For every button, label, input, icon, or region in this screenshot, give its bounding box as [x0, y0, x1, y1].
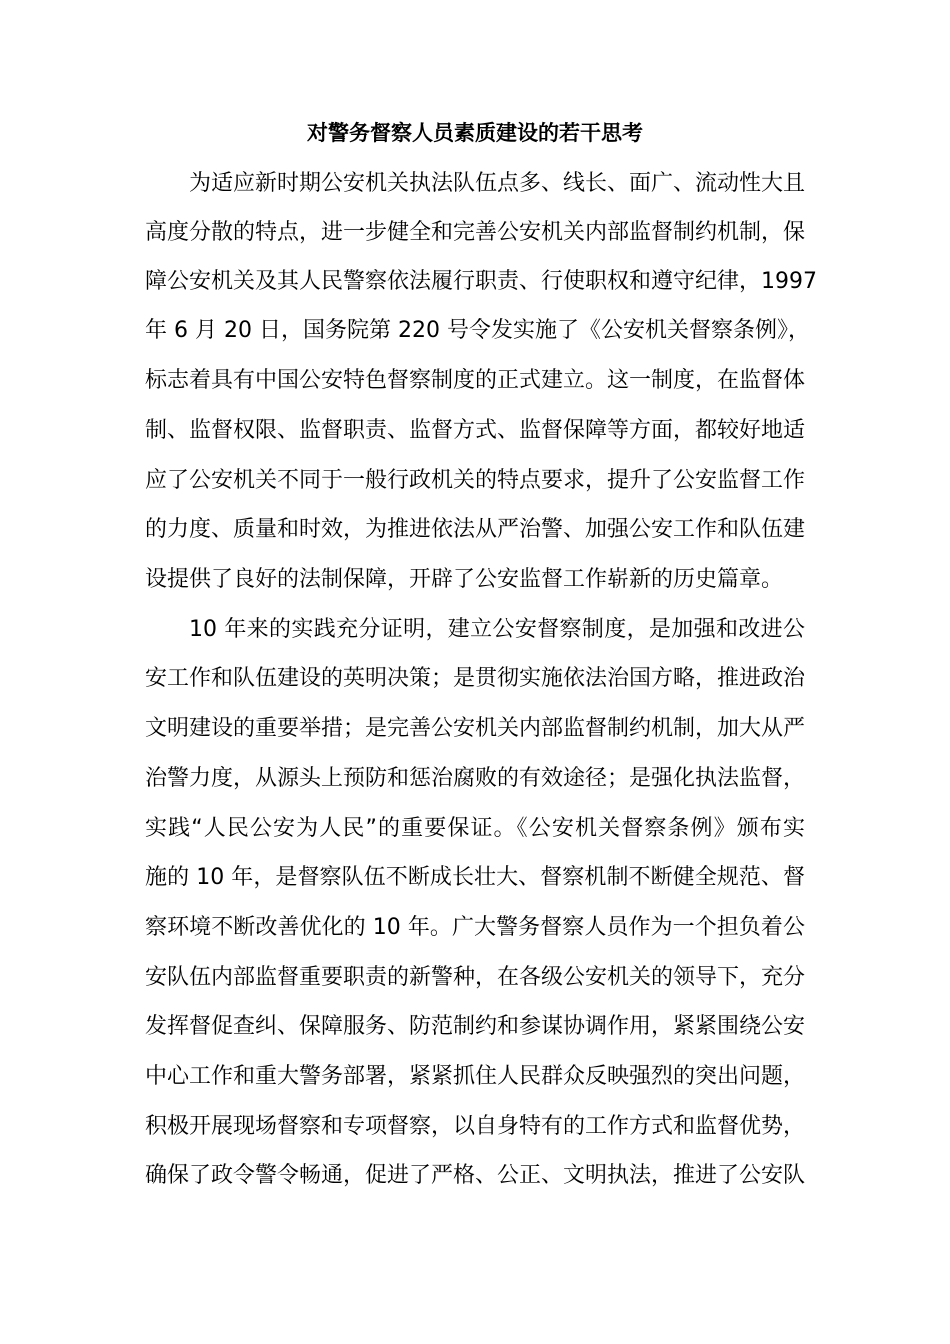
paragraph-2-line-4: 治警力度，从源头上预防和惩治腐败的有效途径；是强化执法监督，	[145, 766, 806, 791]
paragraph-1-line-8: 的力度、质量和时效，为推进依法从严治警、加强公安工作和队伍建	[145, 517, 806, 542]
paragraph-2-line-1: 10 年来的实践充分证明，建立公安督察制度，是加强和改进公	[189, 617, 805, 642]
paragraph-2-line-5: 实践“人民公安为人民”的重要保证。《公安机关督察条例》颁布实	[145, 816, 805, 841]
paragraph-2-line-12: 确保了政令警令畅通，促进了严格、公正、文明执法，推进了公安队	[145, 1163, 806, 1188]
paragraph-1-line-4: 年 6 月 20 日，国务院第 220 号令发实施了《公安机关督察条例》，	[145, 318, 810, 343]
paragraph-2-line-2: 安工作和队伍建设的英明决策；是贯彻实施依法治国方略，推进政治	[145, 666, 806, 691]
paragraph-2-line-8: 安队伍内部监督重要职责的新警种，在各级公安机关的领导下，充分	[145, 965, 806, 990]
paragraph-2-line-9: 发挥督促查纠、保障服务、防范制约和参谋协调作用，紧紧围绕公安	[145, 1014, 806, 1039]
paragraph-1-line-7: 应了公安机关不同于一般行政机关的特点要求，提升了公安监督工作	[145, 468, 806, 493]
paragraph-2-line-7: 察环境不断改善优化的 10 年。广大警务督察人员作为一个担负着公	[145, 915, 805, 940]
paragraph-1-line-3: 障公安机关及其人民警察依法履行职责、行使职权和遵守纪律，1997	[145, 269, 817, 294]
paragraph-1-line-6: 制、监督权限、监督职责、监督方式、监督保障等方面，都较好地适	[145, 418, 806, 443]
paragraph-1-line-9: 设提供了良好的法制保障，开辟了公安监督工作崭新的历史篇章。	[145, 567, 784, 592]
paragraph-2-line-6: 施的 10 年，是督察队伍不断成长壮大、督察机制不断健全规范、督	[145, 865, 805, 890]
paragraph-2-line-3: 文明建设的重要举措；是完善公安机关内部监督制约机制，加大从严	[145, 716, 806, 741]
paragraph-2-line-11: 积极开展现场督察和专项督察，以自身特有的工作方式和监督优势，	[145, 1114, 806, 1139]
paragraph-1-line-1: 为适应新时期公安机关执法队伍点多、线长、面广、流动性大且	[189, 171, 806, 196]
paragraph-1-line-2: 高度分散的特点，进一步健全和完善公安机关内部监督制约机制，保	[145, 220, 806, 245]
paragraph-2-line-10: 中心工作和重大警务部署，紧紧抓住人民群众反映强烈的突出问题，	[145, 1064, 806, 1089]
paragraph-1-line-5: 标志着具有中国公安特色督察制度的正式建立。这一制度，在监督体	[145, 368, 806, 393]
document-title: 对警务督察人员素质建设的若干思考	[307, 121, 643, 145]
